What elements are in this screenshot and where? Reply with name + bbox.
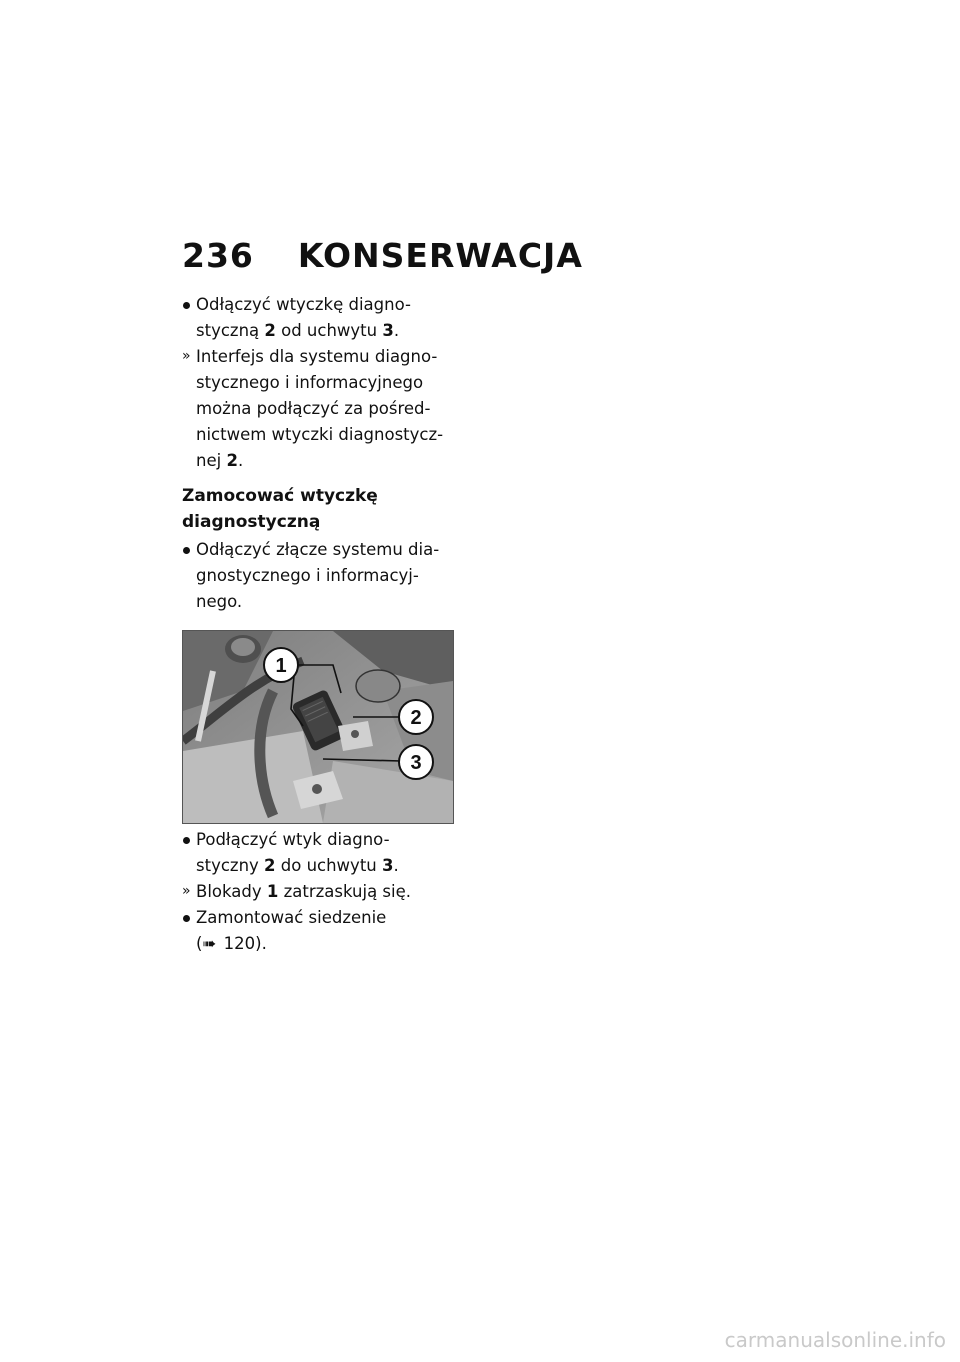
callout-ref: 3 [382, 856, 394, 875]
svg-text:1: 1 [275, 655, 287, 677]
step-text: ( [196, 934, 203, 953]
step-text: styczną [196, 321, 265, 340]
page-header [182, 236, 583, 275]
svg-text:3: 3 [410, 752, 422, 774]
step-text: . [393, 856, 399, 875]
step-text: nictwem wtyczki diagnostycz- [196, 425, 444, 444]
page-number: 236 [182, 236, 254, 275]
step-text: nego. [196, 592, 243, 611]
instruction-step [182, 537, 457, 615]
step-text: Odłączyć wtyczkę diagno- [196, 295, 411, 314]
step-text: Podłączyć wtyk diagno- [196, 830, 390, 849]
callout-marker [399, 700, 433, 734]
result-step [182, 344, 457, 474]
step-text: Zamontować siedzenie [196, 908, 387, 927]
callout-ref: 2 [226, 451, 238, 470]
step-text: stycznego i informacyjnego [196, 373, 424, 392]
instruction-step [182, 827, 457, 879]
diagnostic-connector-photo [182, 630, 454, 824]
step-text: zatrzaskują się. [278, 882, 412, 901]
callout-ref: 2 [264, 321, 276, 340]
result-step [182, 879, 457, 905]
step-text: . [393, 321, 400, 340]
result-arrow-icon: » [182, 348, 191, 364]
callout-ref: 3 [382, 321, 394, 340]
subheading [182, 483, 457, 535]
subheading-line: Zamocować wtyczkę [182, 486, 378, 506]
instruction-step [182, 905, 457, 957]
page-reference-arrow-icon: ➠ [202, 934, 217, 953]
step-text: można podłączyć za pośred- [196, 399, 431, 418]
callout-marker [399, 745, 433, 779]
content-column [182, 292, 457, 957]
callout-ref: 1 [266, 882, 279, 901]
step-text: Odłączyć złącze systemu dia- [196, 540, 440, 559]
page-reference[interactable]: 120). [218, 934, 267, 953]
step-text: do uchwytu [275, 856, 382, 875]
watermark: carmanualsonline.info [724, 1328, 946, 1352]
section-title: KONSERWACJA [297, 236, 583, 275]
step-text: . [237, 451, 244, 470]
result-arrow-icon: » [182, 883, 191, 899]
step-text: od uchwytu [275, 321, 383, 340]
subheading-line: diagnostyczną [182, 512, 321, 532]
svg-text:2: 2 [410, 707, 422, 729]
step-text: styczny [196, 856, 265, 875]
step-text: nej [196, 451, 227, 470]
instruction-step [182, 292, 457, 344]
step-text: Blokady [196, 882, 267, 901]
step-text: gnostycznego i informacyj- [196, 566, 419, 585]
callout-ref: 2 [264, 856, 276, 875]
step-text: Interfejs dla systemu diagno- [196, 347, 438, 366]
callout-marker [264, 648, 298, 682]
